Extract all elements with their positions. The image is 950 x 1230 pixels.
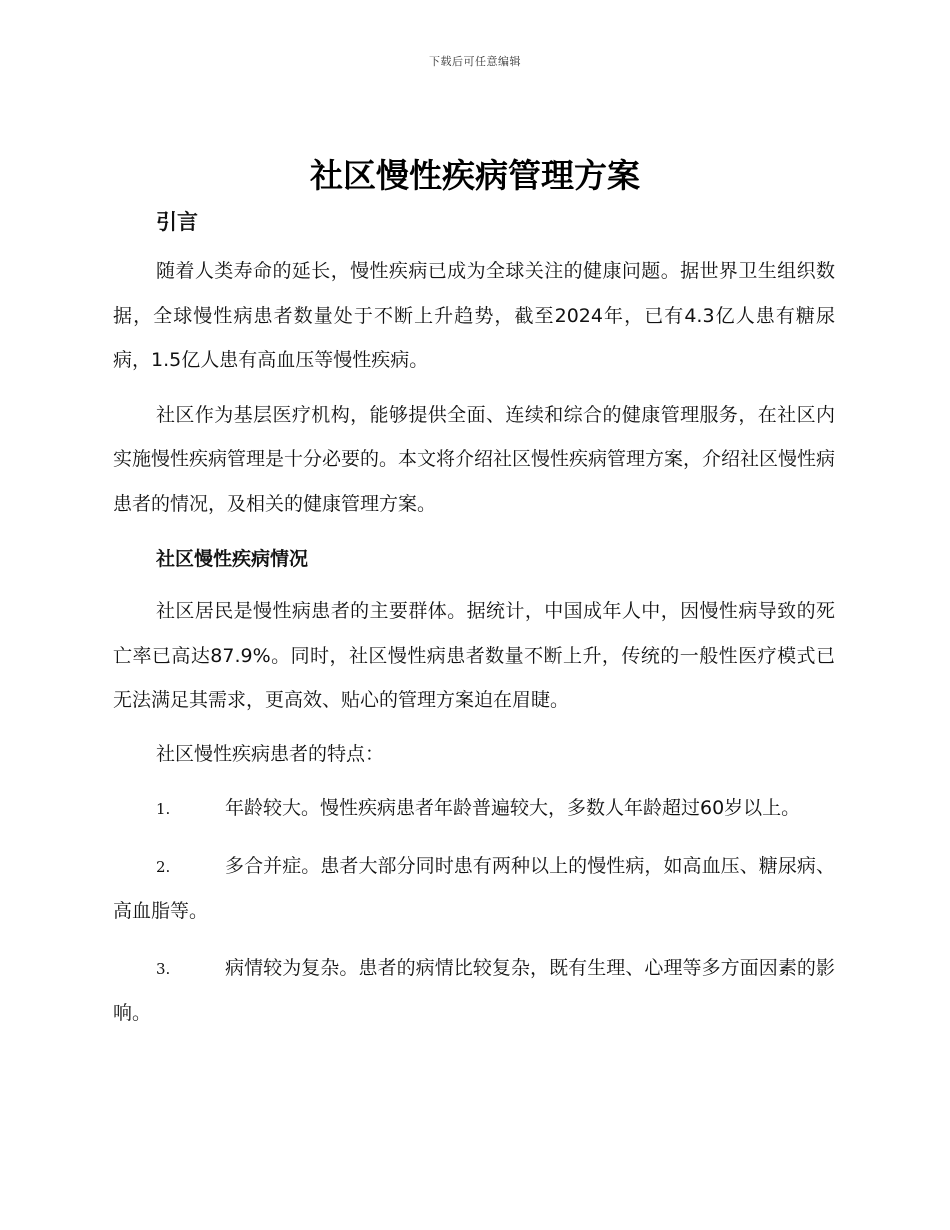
section-heading-status: 社区慢性疾病情况 <box>156 548 309 570</box>
list-number: 3. <box>156 959 171 978</box>
list-item <box>113 946 835 1036</box>
list-number: 2. <box>156 857 171 876</box>
paragraph-features-intro: 社区慢性疾病患者的特点： <box>156 742 385 765</box>
list-text: 病情较为复杂。患者的病情比较复杂，既有生理、心理等多方面因素的影响。 <box>113 956 835 1024</box>
list-text: 年龄较大。慢性疾病患者年龄普遍较大，多数人年龄超过60岁以上。 <box>225 797 801 819</box>
paragraph-status-1: 社区居民是慢性病患者的主要群体。据统计，中国成年人中，因慢性病导致的死亡率已高达87.9%。同时，社区慢性病患者数量不断上升，传统的一般性医疗模式已无法满足其需求，更高效、贴心的管理方案迫在眉睫。 <box>113 600 835 711</box>
paragraph-intro-2: 社区作为基层医疗机构，能够提供全面、连续和综合的健康管理服务，在社区内实施慢性疾病管理是十分必要的。本文将介绍社区慢性疾病管理方案，介绍社区慢性病患者的情况，及相关的健康管理方案。 <box>113 403 836 515</box>
list-item <box>113 844 835 934</box>
document-title: 社区慢性疾病管理方案 <box>310 156 640 195</box>
header-note: 下载后可任意编辑 <box>429 55 521 68</box>
document-body <box>113 204 835 1036</box>
list-item <box>113 786 835 832</box>
paragraph-intro-1: 随着人类寿命的延长，慢性疾病已成为全球关注的健康问题。据世界卫生组织数据，全球慢性病患者数量处于不断上升趋势，截至2024年，已有4.3亿人患有糖尿病，1.5亿人患有高血压等慢性疾病。 <box>113 260 835 371</box>
list-text: 多合并症。患者大部分同时患有两种以上的慢性病，如高血压、糖尿病、高血脂等。 <box>113 854 835 922</box>
section-heading-intro: 引言 <box>156 210 198 234</box>
list-number: 1. <box>156 800 171 818</box>
